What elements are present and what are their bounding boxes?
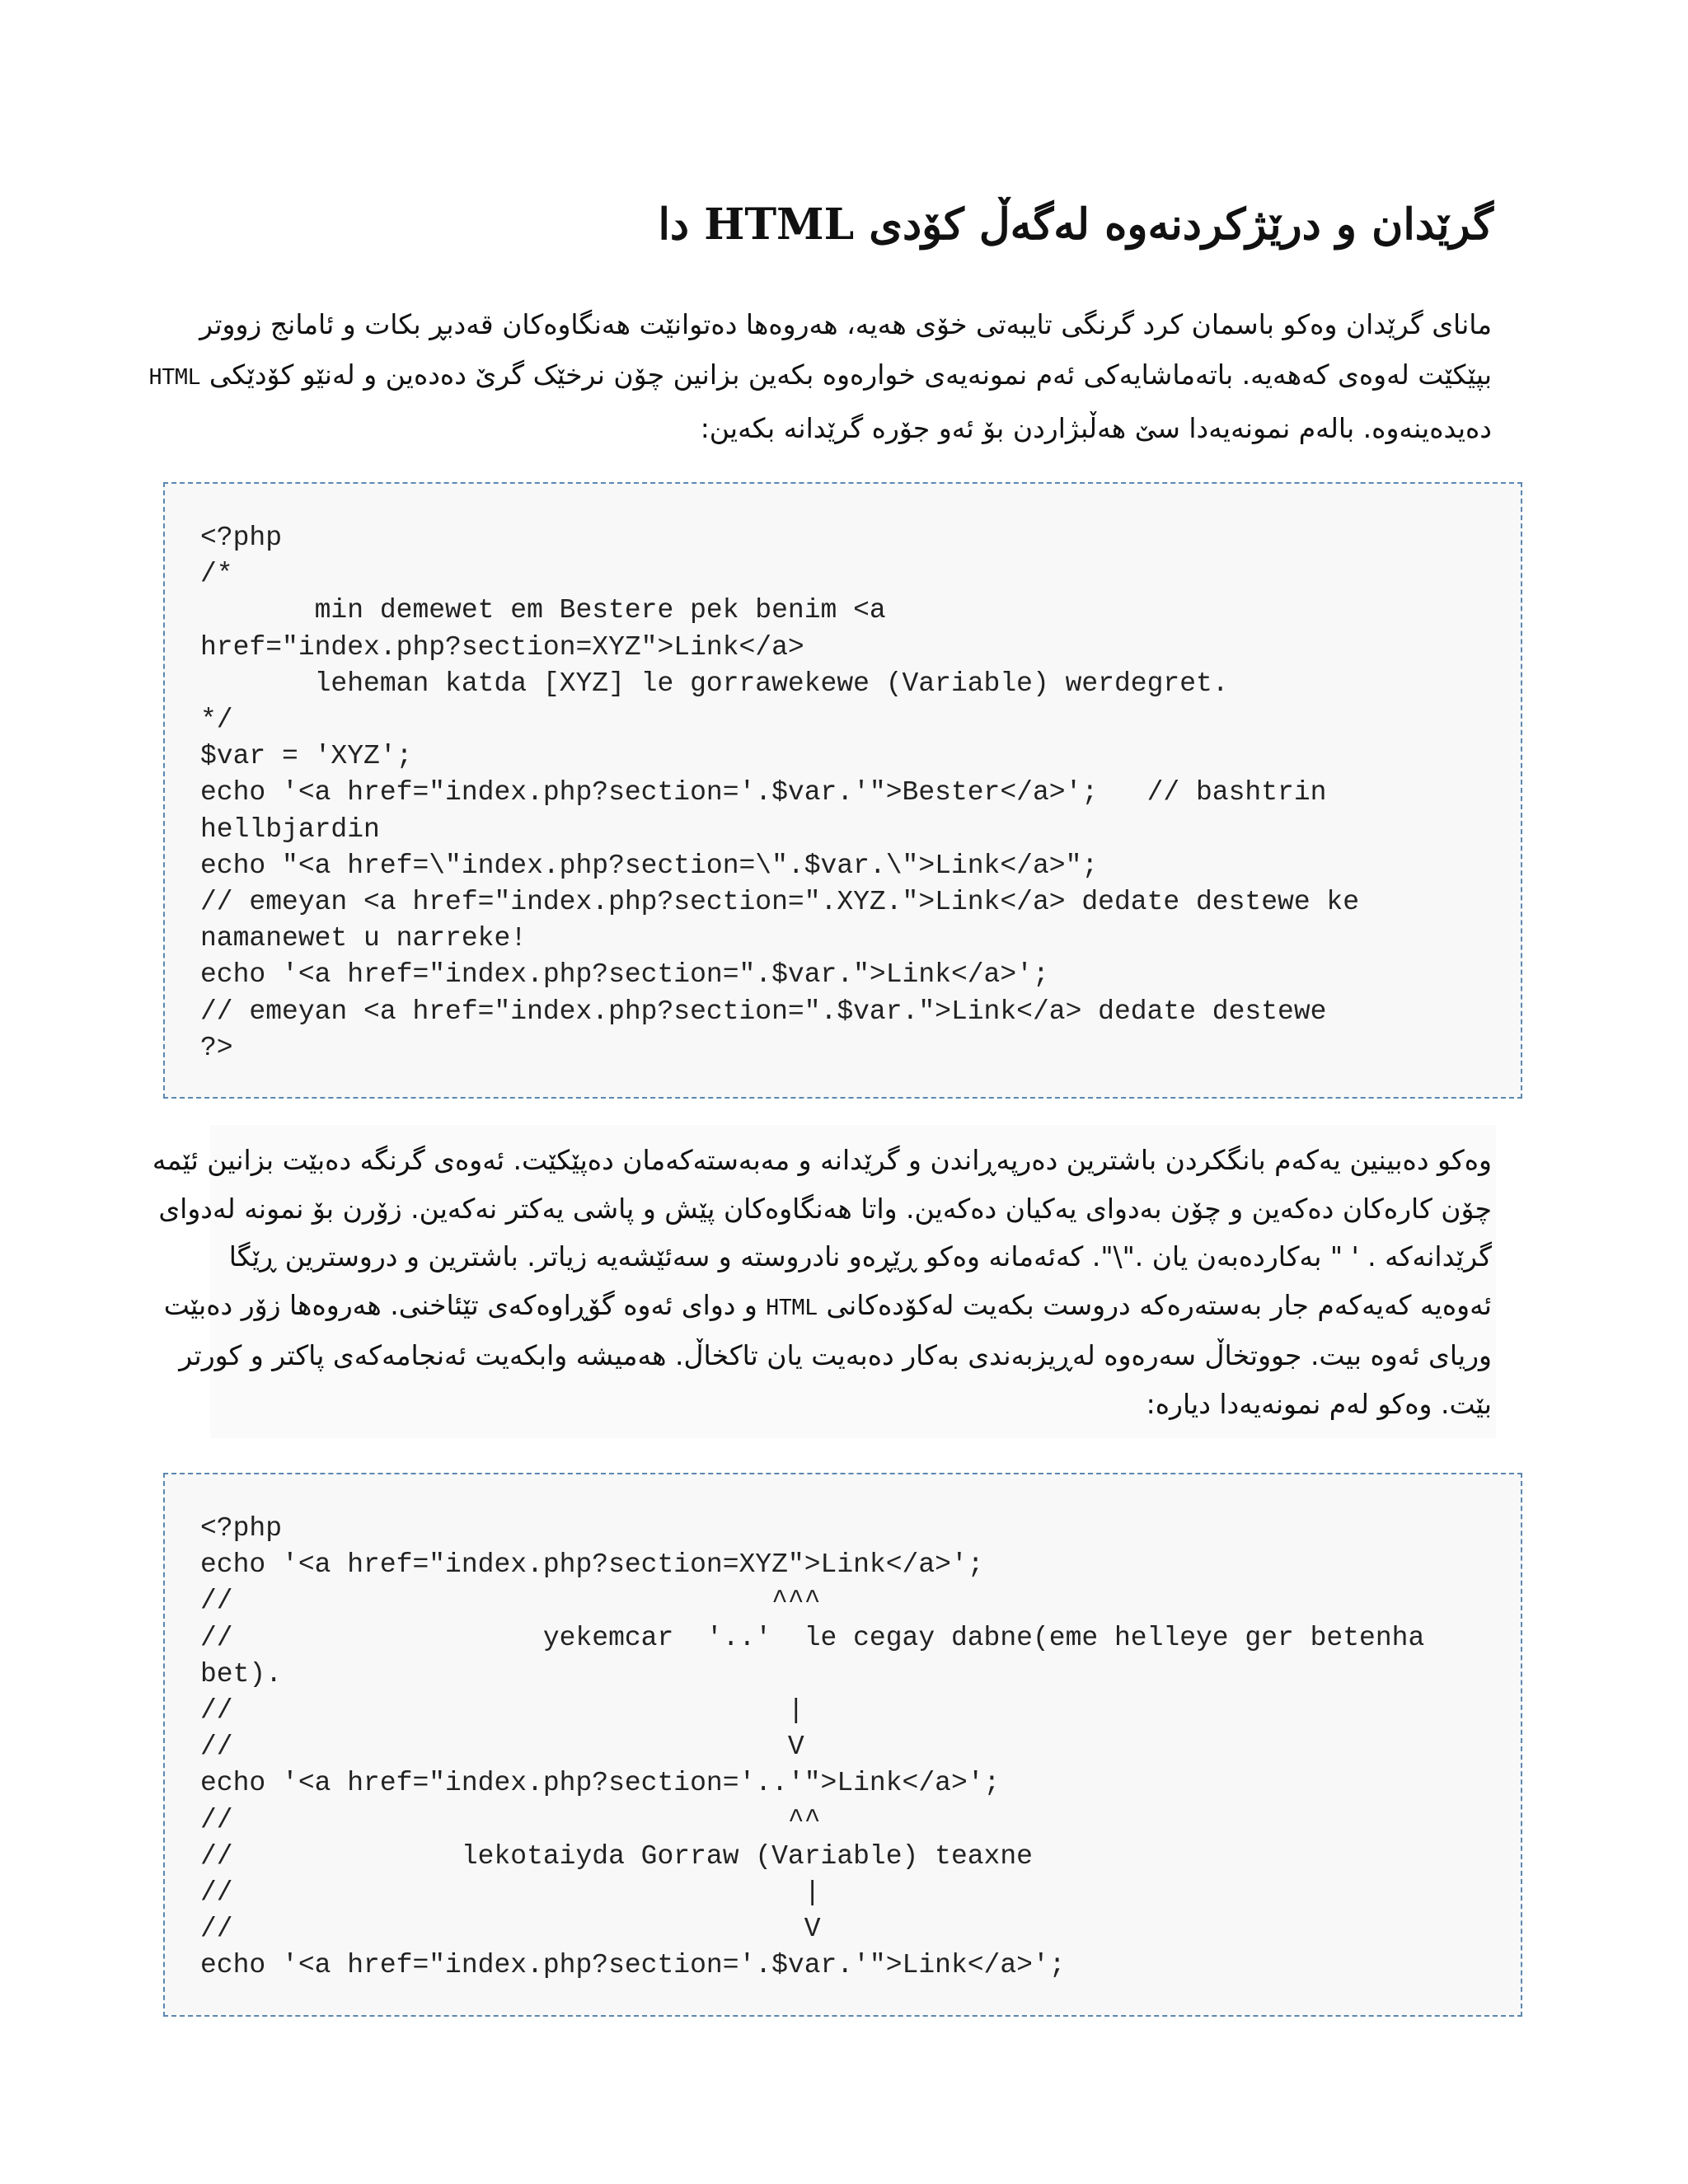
intro-line-3: دەیدەینەوە. بالەم نمونەیەدا سێ هەڵبژاردن بۆ ئەو جۆرە گرێدانە بکەین: — [700, 412, 1492, 444]
code-block-2-text: <?php echo '<a href="index.php?section=XYZ">Link</a>'; // ^^^ // yekemcar '..' le cegay dabne(eme helleye ger betenha bet). // | // V echo '<a href="index.php?section='..'">Link</a>'; // ^^ // lekotaiyda Gorraw (Variable) teaxne // | // V echo '<a href="index.php?section='.$var.'">Link</a>'; — [200, 1513, 1425, 1981]
intro-paragraph — [148, 299, 1492, 453]
explanation-line-5: وریای ئەوە بیت. جووتخاڵ سەرەوە لەڕیزبەندی بەکار دەبەیت یان تاکخاڵ. هەمیشە وابکەیت ئەنجامەکەی پاکتر و کورتر — [179, 1339, 1492, 1371]
explanation-line-4-b: و دوای ئەوە گۆڕاوەکەی تێئاخنی. هەروەها زۆر دەبێت — [163, 1288, 757, 1321]
code-block-1-text: <?php /* min demewet em Bestere pek benim <a href="index.php?section=XYZ">Link</a> leheman katda [XYZ] le gorrawekewe (Variable) werdegret. */ $var = 'XYZ'; echo '<a href="index.php?section='.$var.'">Bester</a>'; // bashtrin hellbjardin echo "<a href=\"index.php?section=\".$var.\">Link</a>"; // emeyan <a href="index.php?section=".XYZ.">Link</a> dedate destewe ke namanewet u narreke! echo '<a href="index.php?section=".$var.">Link</a>'; // emeyan <a href="index.php?section=".$var.">Link</a> dedate destewe ?> — [200, 523, 1360, 1063]
explanation-line-6: بێت. وەکو لەم نمونەیەدا دیارە: — [1146, 1387, 1492, 1420]
intro-inline-code: HTML — [148, 365, 201, 390]
code-block-1 — [163, 482, 1522, 1099]
explanation-line-4-a: ئەوەیە کەیەکەم جار بەستەرەکە دروست بکەیت لەکۆدەکانی — [826, 1288, 1492, 1321]
page-title: گرێدان و درێژکردنەوە لەگەڵ کۆدی HTML دا — [658, 199, 1493, 250]
explanation-line-2: چۆن کارەکان دەکەین و چۆن بەدوای یەکیان دەکەین. واتا هەنگاوەکان پێش و پاشی یەکتر نەکەین. زۆرن بۆ نمونە لەدوای — [158, 1192, 1492, 1225]
intro-line-2 — [148, 349, 1492, 403]
explanation-inline-code: HTML — [766, 1295, 818, 1320]
explanation-line-4 — [163, 1282, 1492, 1333]
intro-line-1: مانای گرێدان وەکو باسمان کرد گرنگی تایبەتی خۆی هەیە، هەروەها دەتوانێت هەنگاوەکان قەدبڕ بکات و ئامانج زووتر — [199, 308, 1492, 340]
explanation-paragraph — [152, 1137, 1492, 1428]
explanation-line-1: وەکو دەبینین یەکەم بانگکردن باشترین دەرپەڕاندن و گرێدانە و مەبەستەکەمان دەپێکێت. ئەوەی گرنگە دەبێت بزانین ئێمە — [152, 1144, 1492, 1176]
code-block-2 — [163, 1473, 1522, 2017]
intro-line-2-text: بپێکێت لەوەی کەهەیە. باتەماشایەکی ئەم نمونەیەی خوارەوە بکەین بزانین چۆن نرخێک گرێ دەدەین و لەنێو کۆدێکی — [209, 359, 1492, 391]
explanation-line-3: گرێدانەکە . ' " بەکاردەبەن یان ."\". کەئەمانە وەکو ڕێڕەو نادروستە و سەئێشەیە زیاتر. باشترین و دروسترین ڕێگا — [228, 1240, 1492, 1272]
